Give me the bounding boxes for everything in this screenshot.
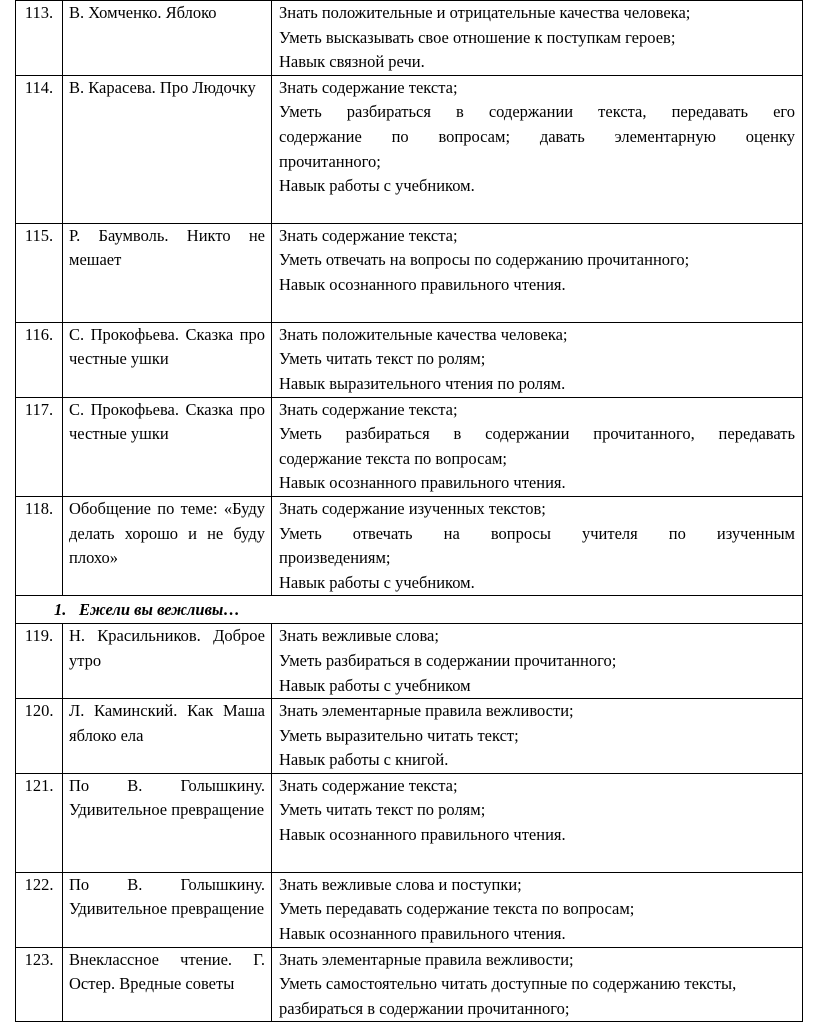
- lesson-number: 121.: [16, 773, 63, 872]
- skill-line: Знать положительные и отрицательные качества человека;: [279, 3, 691, 22]
- lesson-title: Р. Баумволь. Никто не мешает: [63, 223, 272, 322]
- skill-line: Уметь разбираться в содержании текста, передавать его: [279, 102, 795, 122]
- lesson-title: По В. Голышкину. Удивительное превращение: [63, 872, 272, 947]
- lesson-title: С. Прокофьева. Сказка про честные ушки: [63, 322, 272, 397]
- skill-line: Уметь отвечать на вопросы учителя по изученным: [279, 523, 795, 543]
- skill-line: Навык работы с учебником.: [279, 176, 475, 196]
- table-row: [16, 947, 803, 1022]
- skill-line: Уметь разбираться в содержании прочитанного;: [279, 650, 617, 670]
- skill-line: содержание текста по вопросам;: [279, 448, 507, 468]
- skill-line: Уметь самостоятельно читать доступные по содержанию тексты,: [279, 974, 737, 994]
- lesson-number: 122.: [16, 872, 63, 947]
- skill-line: Навык осознанного правильного чтения.: [279, 473, 566, 493]
- lesson-skills: [272, 322, 803, 397]
- lesson-number: 120.: [16, 699, 63, 774]
- skill-line: Знать содержание текста;: [279, 775, 458, 795]
- skill-line: Знать содержание изученных текстов;: [279, 498, 546, 518]
- skill-line: Навык осознанного правильного чтения.: [279, 274, 566, 294]
- skill-line: Уметь читать текст по ролям;: [279, 800, 486, 820]
- lesson-skills: [272, 1, 803, 76]
- lesson-title: Внеклассное чтение. Г. Остер. Вредные советы: [63, 947, 272, 1022]
- lesson-number: 118.: [16, 496, 63, 595]
- skill-line: Знать вежливые слова и поступки;: [279, 874, 522, 894]
- skill-line: Знать элементарные правила вежливости;: [279, 701, 574, 721]
- lesson-skills: [272, 223, 803, 322]
- lesson-title: В. Карасева. Про Людочку: [63, 75, 272, 223]
- lesson-table: [15, 0, 803, 1022]
- section-header-row: [16, 596, 803, 624]
- skill-line: Знать элементарные правила вежливости;: [279, 949, 574, 969]
- lesson-title: Обобщение по теме: «Буду делать хорошо и не буду плохо»: [63, 496, 272, 595]
- skill-line: произведениям;: [279, 548, 391, 568]
- lesson-skills: [272, 699, 803, 774]
- skill-line: Уметь передавать содержание текста по вопросам;: [279, 899, 635, 919]
- skill-line: Уметь выразительно читать текст;: [279, 725, 519, 745]
- table-row: [16, 223, 803, 322]
- lesson-number: 113.: [16, 1, 63, 76]
- lesson-title: Н. Красильников. Доброе утро: [63, 624, 272, 699]
- lesson-skills: [272, 496, 803, 595]
- skill-line: Знать положительные качества человека;: [279, 324, 568, 344]
- section-number: 1.: [54, 599, 67, 619]
- lesson-title: С. Прокофьева. Сказка про честные ушки: [63, 397, 272, 496]
- lesson-number: 119.: [16, 624, 63, 699]
- skill-line: Навык выразительного чтения по ролям.: [279, 373, 566, 393]
- lesson-number: 114.: [16, 75, 63, 223]
- skill-line: Знать содержание текста;: [279, 399, 458, 419]
- skill-line: Уметь читать текст по ролям;: [279, 349, 486, 369]
- table-row: [16, 624, 803, 699]
- lesson-skills: [272, 624, 803, 699]
- section-header: [16, 596, 803, 624]
- skill-line: содержание по вопросам; давать элементарную оценку: [279, 126, 795, 146]
- lesson-number: 117.: [16, 397, 63, 496]
- skill-line: Навык осознанного правильного чтения.: [279, 924, 566, 944]
- skill-line: разбираться в содержании прочитанного;: [279, 998, 570, 1018]
- table-row: [16, 496, 803, 595]
- skill-line: Знать содержание текста;: [279, 225, 458, 245]
- lesson-plan-sheet: [15, 0, 803, 1022]
- skill-line: Знать содержание текста;: [279, 77, 458, 97]
- table-row: [16, 322, 803, 397]
- table-row: [16, 872, 803, 947]
- skill-line: Навык работы с учебником: [279, 675, 471, 695]
- lesson-skills: [272, 773, 803, 872]
- skill-line: Уметь высказывать свое отношение к поступкам героев;: [279, 27, 676, 47]
- lesson-number: 116.: [16, 322, 63, 397]
- skill-line: Навык связной речи.: [279, 52, 425, 72]
- lesson-number: 115.: [16, 223, 63, 322]
- skill-line: Навык работы с учебником.: [279, 572, 475, 592]
- lesson-title: По В. Голышкину. Удивительное превращение: [63, 773, 272, 872]
- table-row: [16, 1, 803, 76]
- table-row: [16, 397, 803, 496]
- table-row: [16, 773, 803, 872]
- lesson-skills: [272, 75, 803, 223]
- lesson-title: В. Хомченко. Яблоко: [63, 1, 272, 76]
- skill-line: Уметь отвечать на вопросы по содержанию прочитанного;: [279, 250, 690, 270]
- skill-line: Навык осознанного правильного чтения.: [279, 825, 566, 845]
- skill-line: Уметь разбираться в содержании прочитанного, передавать: [279, 424, 795, 444]
- lesson-number: 123.: [16, 947, 63, 1022]
- table-row: [16, 699, 803, 774]
- skill-line: Навык работы с книгой.: [279, 750, 449, 770]
- table-row: [16, 75, 803, 223]
- section-title: Ежели вы вежливы…: [79, 599, 240, 619]
- skill-line: Знать вежливые слова;: [279, 626, 439, 646]
- lesson-skills: [272, 947, 803, 1022]
- lesson-skills: [272, 872, 803, 947]
- lesson-skills: [272, 397, 803, 496]
- skill-line: прочитанного;: [279, 151, 381, 171]
- lesson-title: Л. Каминский. Как Маша яблоко ела: [63, 699, 272, 774]
